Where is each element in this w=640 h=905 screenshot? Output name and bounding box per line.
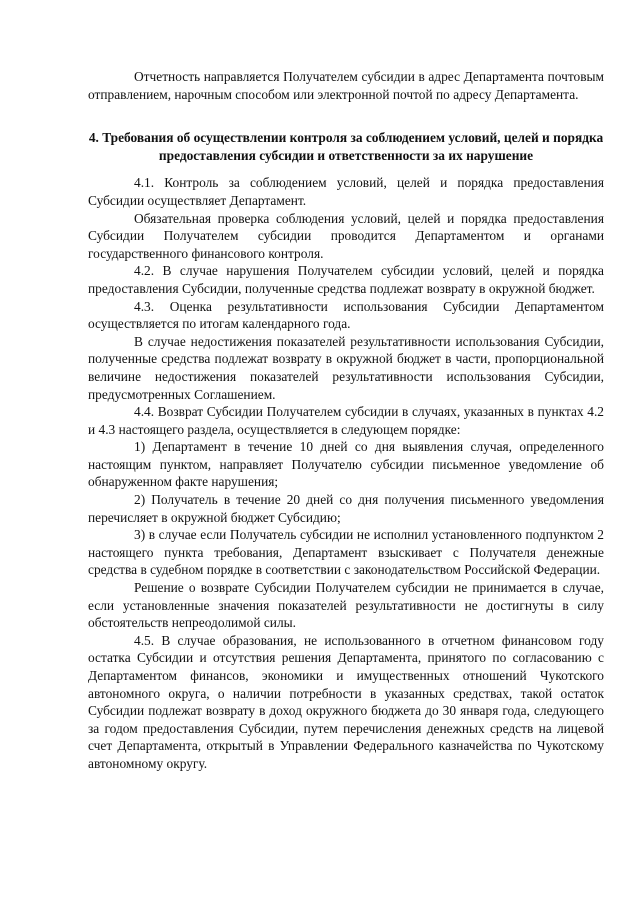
intro-paragraph: Отчетность направляется Получателем субсидии в адрес Департамента почтовым отправлением, нарочным способом или электронной почтой по адресу Департамента.	[88, 69, 604, 102]
paragraph-4-5: 4.5. В случае образования, не использованного в отчетном финансовом году остатка Субсидии и отсутствия решения Департамента, принятого по согласованию с Департаментом финансов, экономики и имущественных отношений Чукотского автономного округа, о наличии потребности в указанных средствах, такой остаток Субсидии подлежат возврату в доход окружного бюджета до 30 января года, следующего за годом предоставления Субсидии, путем перечисления денежных средств на лицевой счет Департамента, открытый в Управлении Федерального казначейства по Чукотскому автономному округу.	[88, 632, 604, 771]
paragraph-step-1: 1) Департамент в течение 10 дней со дня выявления случая, определенного настоящим пунктом, направляет Получателю субсидии письменное уведомление об обнаруженном факте нарушения;	[88, 439, 604, 490]
paragraph-4-3: 4.3. Оценка результативности использования Субсидии Департаментом осуществляется по итогам календарного года.	[88, 298, 604, 332]
paragraph-4-4: 4.4. Возврат Субсидии Получателем субсидии в случаях, указанных в пунктах 4.2 и 4.3 настоящего раздела, осуществляется в следующем порядке:	[88, 404, 604, 437]
paragraph-non-achievement: В случае недостижения показателей результативности использования Субсидии, полученные средства подлежат возврату в окружной бюджет в части, пропорциональной величине недостижения показателей результативности использования Субсидии, предусмотренных Соглашением.	[88, 333, 604, 402]
section-heading: 4. Требования об осуществлении контроля за соблюдением условий, целей и порядка предоставления субсидии и ответственности за их нарушение	[88, 130, 604, 163]
paragraph-4-2: 4.2. В случае нарушения Получателем субсидии условий, целей и порядка предоставления Субсидии, полученные средства подлежат возврату в окружной бюджет.	[88, 263, 604, 296]
document-page	[88, 68, 604, 773]
paragraph-force-majeure: Решение о возврате Субсидии Получателем субсидии не принимается в случае, если установленные значения показателей результативности не достигнуты в силу обстоятельств непреодолимой силы.	[88, 580, 604, 631]
paragraph-mandatory-check: Обязательная проверка соблюдения условий, целей и порядка предоставления Субсидии Получателем субсидии проводится Департаментом и органами государственного финансового контроля.	[88, 210, 604, 261]
paragraph-step-3: 3) в случае если Получатель субсидии не исполнил установленного подпунктом 2 настоящего пункта требования, Департамент взыскивает с Получателя денежные средства в судебном порядке в соответствии с законодательством Российской Федерации.	[88, 527, 604, 578]
paragraph-4-1: 4.1. Контроль за соблюдением условий, целей и порядка предоставления Субсидии осуществляет Департамент.	[88, 175, 604, 208]
paragraph-step-2: 2) Получатель в течение 20 дней со дня получения письменного уведомления перечисляет в окружной бюджет Субсидию;	[88, 492, 604, 525]
